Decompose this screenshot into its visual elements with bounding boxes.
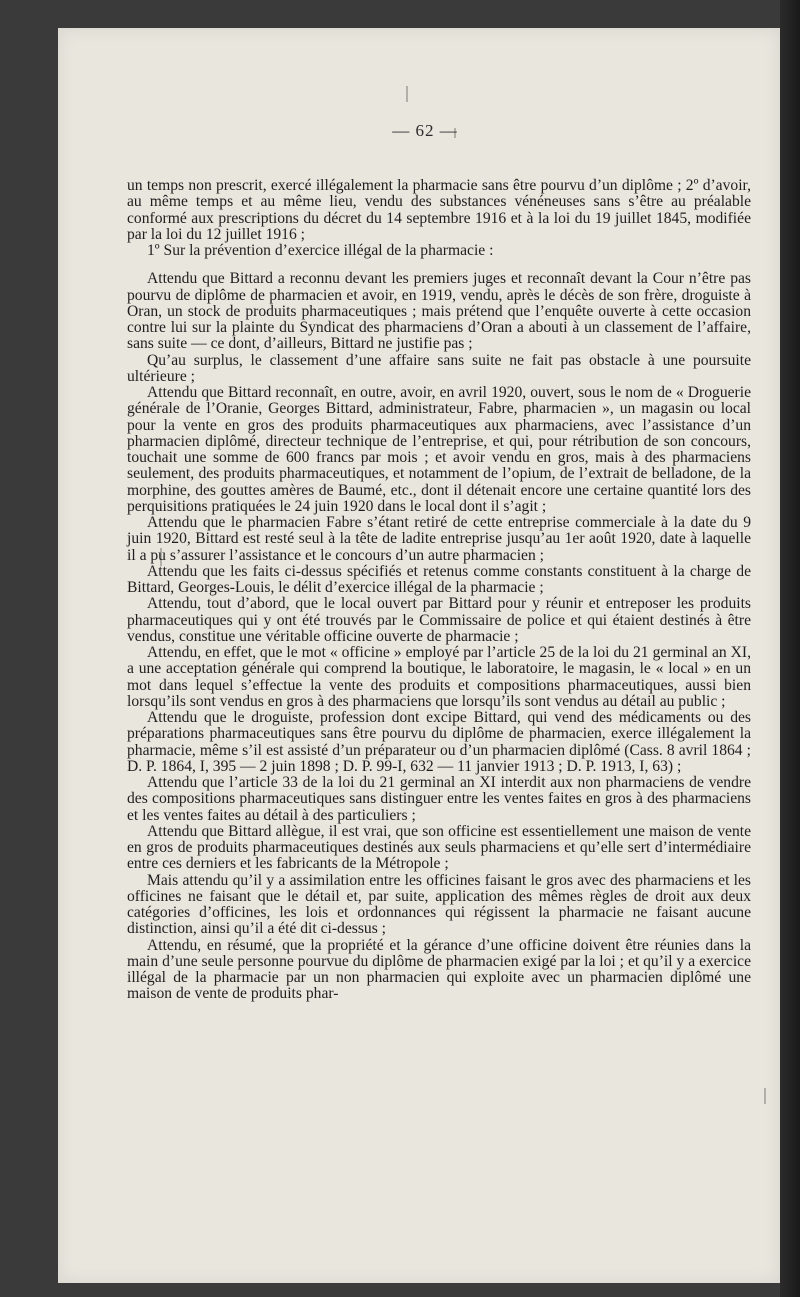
paragraph-heading: 1º Sur la prévention d’exercice illégal de la pharmacie : [147,242,494,259]
paragraph: Attendu que Bittard allègue, il est vrai, que son officine est essentiellement une maison de vente en gros de produits pharmaceutiques destinés aux seuls pharmaciens et qu’elle sert d’intermédiaire entre ces derniers et les fabricants de la Métropole ; [127,822,751,873]
scan-mark [406,86,408,102]
paragraph: Attendu que les faits ci-dessus spécifiés et retenus comme constants constituent à la charge de Bittard, Georges-Louis, le délit d’exercice illégal de la pharmacie ; [127,562,751,596]
paragraph: Attendu, en résumé, que la propriété et la gérance d’une officine doivent être réunies dans la main d’une seule personne pourvue du diplôme de pharmacien exigé par la loi ; et qu’il y a exercice illégal de la pharmacie par un non pharmacien qui exploite avec un pharmacien diplômé une maison de vente de produits phar- [127,936,751,1003]
scan-binding-edge [780,0,800,1297]
page-number: — 62 — [392,121,458,140]
paragraph: Attendu que le pharmacien Fabre s’étant retiré de cette entreprise commerciale à la date du 9 juin 1920, Bittard est resté seul à la tête de ladite entreprise jusqu’au 1er août 1920, date à laquelle il a pu s’assurer l’assistance et le concours d’un autre pharmacien ; [127,514,751,564]
body-text [127,178,751,1003]
paragraph: Attendu que Bittard reconnaît, en outre, avoir, en avril 1920, ouvert, sous le nom de « Droguerie générale de l’Oranie, Georges Bittard, administrateur, Fabre, pharmacien », un magasin ou local pour la vente en gros des produits pharmaceutiques aux pharmaciens, avec l’assistance d’un pharmacien diplômé, directeur technique de l’entreprise, et qui, pour rétribution de son concours, touchait une somme de 600 francs par mois ; et avoir vendu en gros, mais à des pharmaciens seulement, des produits pharmaceutiques, et notamment de l’opium, de l’extrait de belladone, de la morphine, des gouttes amères de Baumé, etc., dont il détenait encore une certaine quantité lors des perquisitions pratiquées le 24 juin 1920 dans le local dont il s’agit ; [127,384,751,515]
scan-mark [764,1088,766,1104]
paragraph: Attendu, tout d’abord, que le local ouvert par Bittard pour y réunir et entreposer les produits pharmaceutiques qui y ont été trouvés par le Commissaire de police et qui étaient destinés à être vendus, constitue une véritable officine ouverte de pharmacie ; [127,595,751,645]
paragraph: Mais attendu qu’il y a assimilation entre les officines faisant le gros avec des pharmaciens et les officines ne faisant que le détail et, par suite, application des mêmes règles de droit aux deux catégories d’officines, les lois et ordonnances qui régissent la pharmacie ne faisant aucune distinction, ainsi qu’il a été dit ci-dessus ; [127,871,751,938]
paragraph: Qu’au surplus, le classement d’une affaire sans suite ne fait pas obstacle à une poursuite ultérieure ; [127,351,751,385]
paragraph: Attendu, en effet, que le mot « officine » employé par l’article 25 de la loi du 21 germinal an XI, a une acceptation générale qui comprend la boutique, le laboratoire, le magasin, le « local » en un mot dans lequel s’effectue la vente des produits et compositions pharmaceutiques, aussi bien lorsqu’ils sont vendus en gros à des pharmaciens que lorsqu’ils sont vendus au détail au public ; [127,644,751,710]
paragraph: Attendu que le droguiste, profession dont excipe Bittard, qui vend des médicaments ou des préparations pharmaceutiques sans être pourvu du diplôme de pharmacien, exerce illégalement la pharmacie, même s’il est assisté d’un préparateur ou d’un pharmacien diplômé (Cass. 8 avril 1864 ; D. P. 1864, I, 395 — 2 juin 1898 ; D. P. 99-I, 632 — 11 janvier 1913 ; D. P. 1913, I, 63) ; [127,709,751,775]
paragraph: un temps non prescrit, exercé illégalement la pharmacie sans être pourvu d’un diplôme ; 2º d’avoir, au même temps et au même lieu, vendu des substances vénéneuses sans s’être au préalable conformé aux prescriptions du décret du 14 septembre 1916 et à la loi du 19 juillet 1845, modifiée par la loi du 12 juillet 1916 ; [127,177,751,243]
paragraph: Attendu que l’article 33 de la loi du 21 germinal an XI interdit aux non pharmaciens de vendre des compositions pharmaceutiques sans distinguer entre les ventes faites en gros à des pharmaciens et les ventes faites au détail à des particuliers ; [127,774,751,824]
paragraph: Attendu que Bittard a reconnu devant les premiers juges et reconnaît devant la Cour n’être pas pourvu de diplôme de pharmacien et avoir, en 1919, vendu, après le décès de son frère, droguiste à Oran, un stock de produits pharmaceutiques ; mais prétend que l’enquête ouverte à cette occasion contre lui sur la plainte du Syndicat des pharmaciens d’Oran a abouti à un classement de l’affaire, sans suite — ce dont, d’ailleurs, Bittard ne justifie pas ; [127,270,751,353]
